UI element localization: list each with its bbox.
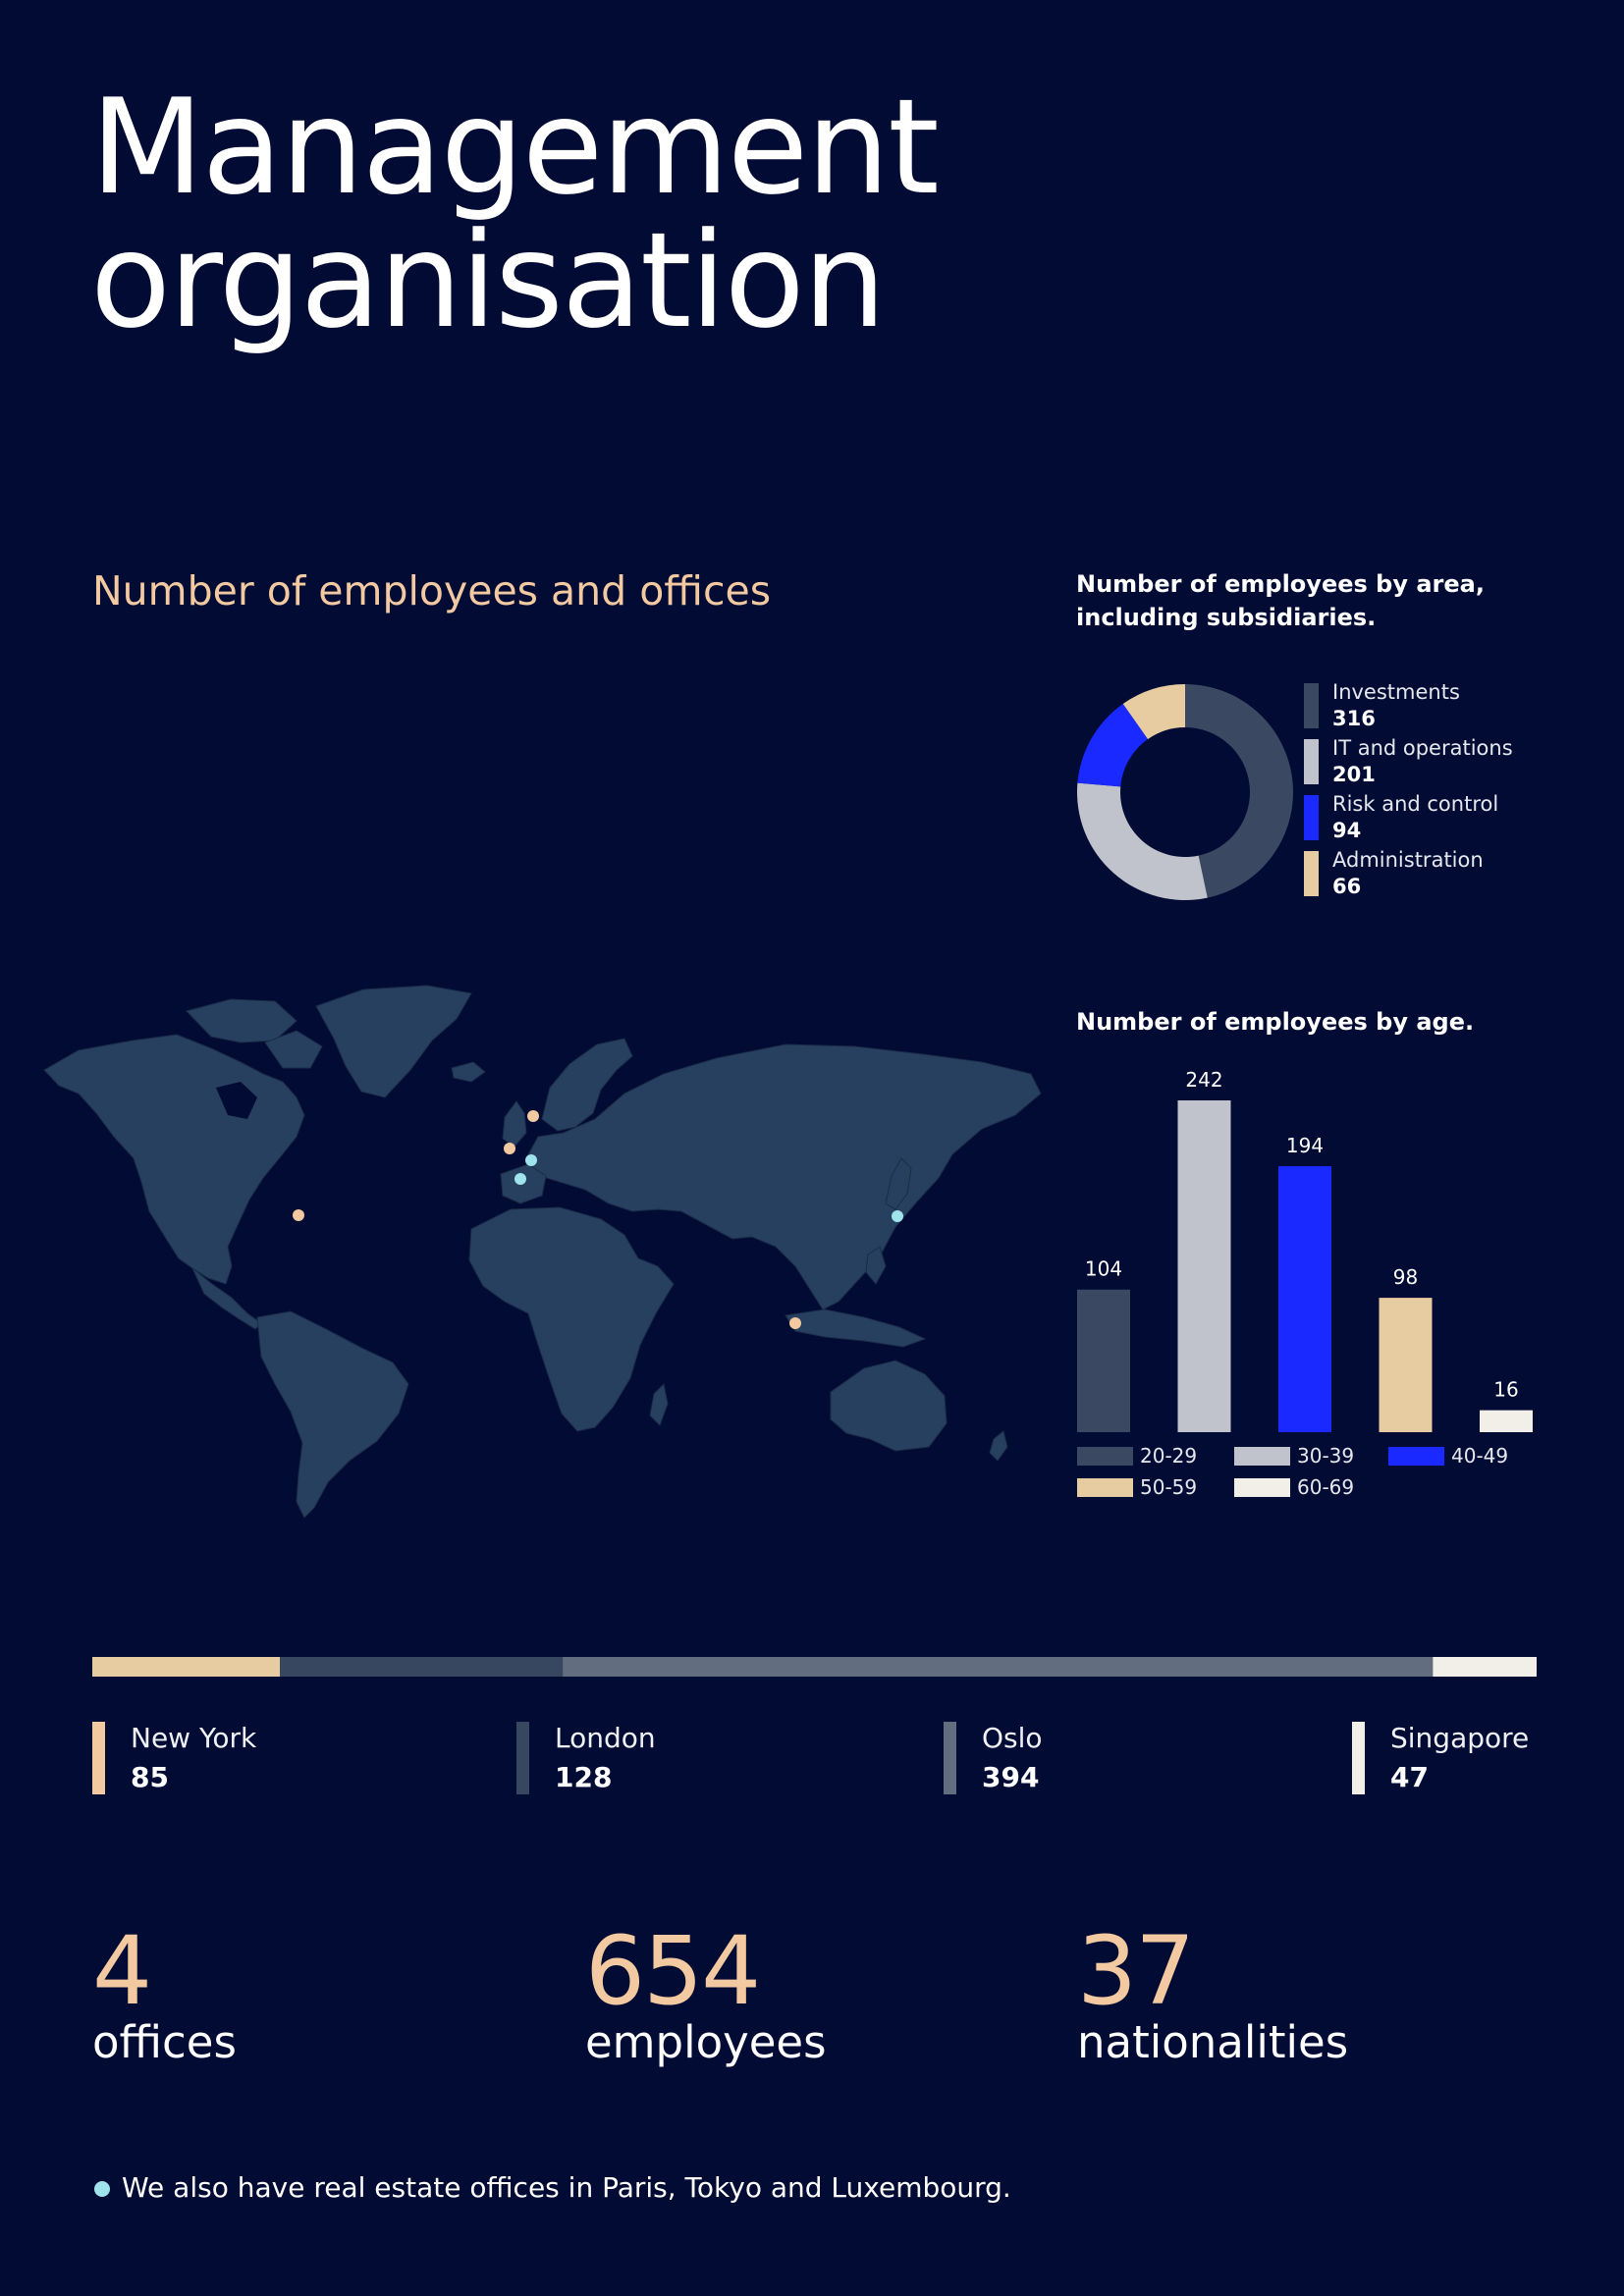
legend-label: Investments bbox=[1332, 680, 1460, 704]
map-new-zealand bbox=[990, 1431, 1007, 1461]
footnote-text: We also have real estate offices in Paris, Tokyo and Luxembourg. bbox=[122, 2171, 1011, 2204]
legend-label: Risk and control bbox=[1332, 792, 1499, 816]
bar-50-59 bbox=[1380, 1298, 1433, 1432]
legend-value: 94 bbox=[1332, 819, 1362, 842]
section-title: Number of employees and offices bbox=[92, 567, 772, 614]
bar-value-label: 98 bbox=[1392, 1265, 1419, 1290]
area-legend bbox=[1304, 679, 1598, 903]
marker-singapore bbox=[789, 1317, 801, 1329]
office-segment-oslo bbox=[563, 1657, 1433, 1677]
office-name: London bbox=[555, 1722, 656, 1754]
stat-nationalities-number: 37 bbox=[1077, 1916, 1194, 2026]
office-color-bar bbox=[1352, 1722, 1365, 1794]
stat-offices-label: offices bbox=[92, 2016, 237, 2068]
legend-label: 50-59 bbox=[1140, 1475, 1198, 1499]
office-count: 128 bbox=[555, 1761, 613, 1793]
office-color-bar bbox=[92, 1722, 105, 1794]
area-chart-title-line-1: Number of employees by area, bbox=[1076, 570, 1485, 598]
legend-value: 316 bbox=[1332, 707, 1376, 730]
legend-label: IT and operations bbox=[1332, 736, 1513, 760]
page-title bbox=[90, 71, 938, 357]
stat-employees-label: employees bbox=[585, 2016, 827, 2068]
stat-offices-number: 4 bbox=[92, 1916, 151, 2026]
map-north-america bbox=[44, 1035, 304, 1284]
legend-value: 66 bbox=[1332, 875, 1362, 898]
legend-swatch bbox=[1234, 1447, 1290, 1466]
page-title-line-2: organisation bbox=[90, 204, 885, 357]
map-uk bbox=[503, 1101, 526, 1147]
map-africa bbox=[469, 1207, 674, 1431]
marker-paris bbox=[514, 1173, 526, 1185]
legend-label: 60-69 bbox=[1297, 1475, 1355, 1499]
area-chart-title-line-2: including subsidiaries. bbox=[1076, 604, 1377, 631]
donut-slice-it-and-operations bbox=[1077, 783, 1208, 900]
legend-label: 40-49 bbox=[1451, 1444, 1509, 1468]
area-legend-item-it-and-operations bbox=[1304, 735, 1598, 791]
legend-swatch bbox=[1234, 1478, 1290, 1497]
bar-20-29 bbox=[1077, 1290, 1130, 1432]
office-count: 85 bbox=[131, 1761, 169, 1793]
map-australia bbox=[831, 1361, 947, 1451]
office-name: New York bbox=[131, 1722, 257, 1754]
office-color-bar bbox=[944, 1722, 956, 1794]
marker-new-york bbox=[293, 1209, 304, 1221]
legend-swatch bbox=[1388, 1447, 1444, 1466]
bar-value-label: 194 bbox=[1285, 1134, 1325, 1158]
legend-swatch bbox=[1077, 1478, 1133, 1497]
legend-swatch bbox=[1304, 851, 1319, 896]
area-legend-item-investments bbox=[1304, 679, 1598, 735]
stat-nationalities bbox=[1077, 1916, 1349, 2068]
bar-value-label: 104 bbox=[1084, 1256, 1123, 1281]
legend-swatch bbox=[1304, 739, 1319, 784]
area-legend-item-administration bbox=[1304, 847, 1598, 903]
map-greenland bbox=[316, 986, 471, 1097]
office-color-bar bbox=[516, 1722, 529, 1794]
age-bar-chart bbox=[1076, 1064, 1538, 1437]
legend-swatch bbox=[1077, 1447, 1133, 1466]
area-chart-title bbox=[1076, 567, 1485, 634]
office-name: Singapore bbox=[1390, 1722, 1530, 1754]
stat-employees-number: 654 bbox=[585, 1916, 760, 2026]
office-count: 47 bbox=[1390, 1761, 1429, 1793]
marker-tokyo bbox=[892, 1210, 903, 1222]
office-segment-singapore bbox=[1433, 1657, 1537, 1677]
office-segment-new-york bbox=[92, 1657, 280, 1677]
stat-nationalities-label: nationalities bbox=[1077, 2016, 1349, 2068]
stat-employees bbox=[585, 1916, 827, 2068]
area-donut-chart bbox=[1076, 683, 1294, 901]
marker-luxembourg bbox=[525, 1154, 537, 1166]
map-south-america bbox=[257, 1311, 408, 1518]
stat-offices bbox=[92, 1916, 237, 2068]
page-title-line-1: Management bbox=[90, 71, 938, 224]
bar-value-label: 242 bbox=[1185, 1068, 1223, 1092]
office-name: Oslo bbox=[982, 1722, 1043, 1754]
map-madagascar bbox=[650, 1384, 668, 1425]
office-segment-london bbox=[280, 1657, 563, 1677]
age-chart-title: Number of employees by age. bbox=[1076, 1008, 1475, 1036]
bar-60-69 bbox=[1480, 1411, 1533, 1432]
legend-label: 30-39 bbox=[1297, 1444, 1355, 1468]
map-iceland bbox=[452, 1062, 485, 1082]
offices-stacked-bar bbox=[92, 1657, 1537, 1677]
marker-oslo bbox=[527, 1110, 539, 1122]
world-map bbox=[39, 972, 1051, 1522]
bar-30-39 bbox=[1178, 1100, 1231, 1432]
bar-value-label: 16 bbox=[1493, 1377, 1519, 1402]
footnote-dot-icon bbox=[94, 2181, 110, 2197]
area-legend-item-risk-and-control bbox=[1304, 791, 1598, 847]
office-count: 394 bbox=[982, 1761, 1040, 1793]
map-arctic-islands bbox=[187, 999, 297, 1042]
legend-value: 201 bbox=[1332, 763, 1376, 786]
legend-swatch bbox=[1304, 795, 1319, 840]
map-indonesia bbox=[785, 1309, 925, 1347]
bar-40-49 bbox=[1278, 1166, 1331, 1432]
legend-label: 20-29 bbox=[1140, 1444, 1198, 1468]
donut-slice-investments bbox=[1185, 684, 1293, 898]
legend-label: Administration bbox=[1332, 848, 1484, 872]
legend-swatch bbox=[1304, 683, 1319, 728]
marker-london bbox=[504, 1143, 515, 1154]
